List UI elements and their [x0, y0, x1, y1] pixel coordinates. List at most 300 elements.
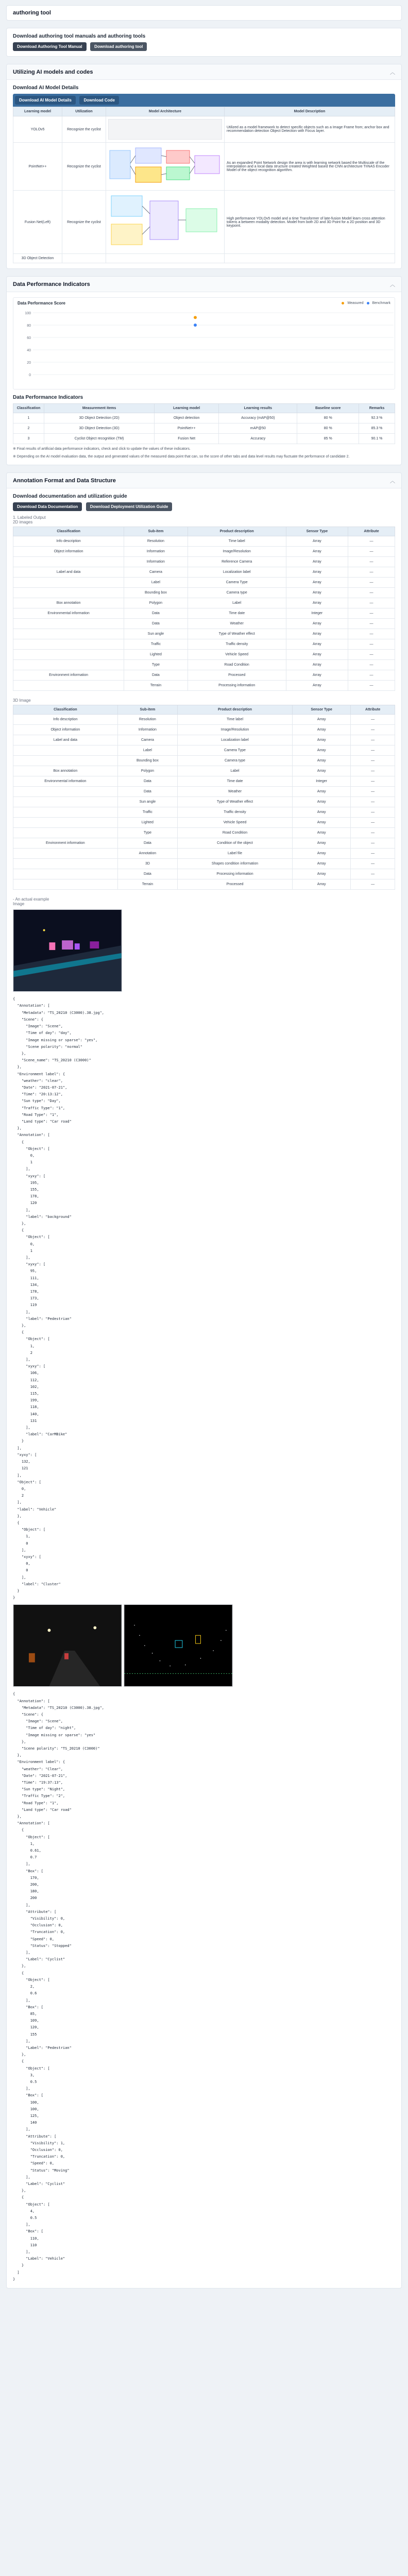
- col-header: Baseline score: [297, 404, 359, 413]
- table-cell: —: [351, 745, 395, 756]
- table-cell: Resolution: [117, 715, 177, 725]
- col-header: Model Architecture: [106, 107, 225, 116]
- col-header: Attribute: [351, 705, 395, 715]
- json-example-1: { "Annotation": [ "Metadata": "TS_20210 (C3000).38.jpg", "Scene": { "Image": "Scene", "Time of day": "day", "Image missing or sparse": "yes", "Scene polarity": "normal" }, "Scene_name": "TS_20210 (C3000)" }, "Environment label": { "weather": "clear", "Date": "2021-07-21", "Time": "20:13:12", "Sun type": "Day", "Traffic Type": "1", "Road Type": "1", "Land type": "Car road" }, "Annotation": [ { "Object": [ 0, 1 ], "xyxy": [ 195, 155, 178, 120 ], "label": "background" }, { "Object": [ 0, 1 ], "xyxy": [ 95, 111, 134, 178, 173, 119 ], "label": "Pedestrian" }, { "Object": [ 1, 2 ], "xyxy": [ 106, 112, 102, 115, 199, 118, 140, 131 ], "label": "CarMBike" } ], "xyxy": [ 132, 121 ], "Object": [ 0, 2 ], "label": "Vehicle" }, { "Object": [ 1, 0 ], "xyxy": [ 0, 0 ], "label": "Cluster" } }: [13, 997, 105, 1600]
- example-image-lidar: [124, 1604, 233, 1687]
- json-example-2: { "Annotation": [ "Metadata": "TS_20210 (C3000).38.jpg", "Scene": { "Image": "Scene", "Time of day": "night", "Image missing or sparse": "yes" }, "Scene polarity": "TS_20210 (C3000)" }, "Environment label": { "weather": "Clear", "Date": "2021-07-21", "Time": "19:37:13", "Sun type": "Night", "Traffic Type": "2", "Road Type": "1", "Land type": "Car road" }, "Annotation": [ { "Object": [ 1, 0.61, 0.7 ], "Box": [ 170, 200, 180, 200 ], "Attribute": [ "Visibility": 0, "Occlusion": 0, "Truncation": 0, "Speed": 0, "Status": "Stopped" ], "Label": "Cyclist" }, { "Object": [ 2, 0.6 ], "Box": [ 85, 109, 120, 155 ], "Label": "Pedestrian" }, { "Object": [ 3, 0.5 ], "Box": [ 100, 100, 125, 140 ], "Attribute": [ "Visibility": 1, "Occlusion": 0, "Truncation": 0, "Speed": 0, "Status": "Moving" ], "Label": "Cyclist" }, { "Object": [ 4, 0.5 ], "Box": [ 110, 110 ], "Label": "Vehicle" } ] }: [13, 1692, 105, 2281]
- table-cell: Array: [292, 849, 350, 859]
- y-tick-label: 20: [27, 361, 31, 365]
- table-cell: Array: [286, 629, 348, 639]
- table-cell: [13, 639, 124, 650]
- table-row: [13, 838, 395, 849]
- col-header: Remarks: [359, 404, 395, 413]
- table-cell: [13, 787, 118, 797]
- table-cell: —: [351, 725, 395, 735]
- table-row: [13, 745, 395, 756]
- table-cell: Array: [286, 650, 348, 660]
- col-header: Classification: [13, 404, 44, 413]
- table-cell: —: [351, 859, 395, 869]
- table-cell: Cyclist Object recognition (TM): [44, 434, 155, 444]
- table-cell: Environmental information: [13, 776, 118, 787]
- download-manual-button[interactable]: Download Authoring Tool Manual: [13, 42, 87, 51]
- table-row: [13, 859, 395, 869]
- chart-legend: [342, 301, 390, 306]
- table-row: [13, 434, 395, 444]
- table-cell: —: [351, 715, 395, 725]
- table-cell: Traffic density: [178, 807, 293, 818]
- col-header: Product description: [178, 705, 293, 715]
- table-cell: 3D Object Detection (2D): [44, 413, 155, 423]
- y-tick-label: 0: [29, 374, 31, 377]
- table-cell: Camera: [124, 567, 188, 578]
- labeled-output-label: 1. Labeled Output: [13, 515, 46, 520]
- table-row: [13, 567, 395, 578]
- table-cell: Data: [124, 608, 188, 619]
- y-tick-label: 40: [27, 349, 31, 352]
- table-cell: —: [348, 598, 395, 608]
- table-cell: Lighted: [117, 818, 177, 828]
- table-cell: Array: [292, 766, 350, 776]
- table-row: [13, 650, 395, 660]
- table-cell: Terrain: [117, 879, 177, 890]
- table-cell: Array: [292, 735, 350, 745]
- table-row: [13, 608, 395, 619]
- table-row: [13, 598, 395, 608]
- col-header: Learning model: [155, 404, 219, 413]
- table-row: [13, 869, 395, 879]
- table-cell: Accuracy (mAP@50): [219, 413, 297, 423]
- table-cell: 85 %: [297, 434, 359, 444]
- table-cell: 3D: [117, 859, 177, 869]
- table-cell: [13, 849, 118, 859]
- table-row: [13, 578, 395, 588]
- table-cell: Object detection: [155, 413, 219, 423]
- table-cell: Traffic: [117, 807, 177, 818]
- table-row: [13, 536, 395, 547]
- table-cell: Box annotation: [13, 598, 124, 608]
- col-header: Utilization: [62, 107, 106, 116]
- table-row: [13, 776, 395, 787]
- table-cell: Condition of the object: [178, 838, 293, 849]
- example-sub-label: Image: [13, 902, 25, 907]
- chart-title: Data Performance Score: [18, 301, 65, 306]
- table-cell: Bounding box: [124, 588, 188, 598]
- table-row: [13, 116, 395, 143]
- col-header: Measurement items: [44, 404, 155, 413]
- table-cell: —: [351, 807, 395, 818]
- table-cell: Vehicle Speed: [178, 818, 293, 828]
- table-row: [13, 725, 395, 735]
- table-cell: Bounding box: [117, 756, 177, 766]
- table-cell: Traffic: [124, 639, 188, 650]
- table-row: [13, 849, 395, 859]
- model-use: Recognize the cyclist: [62, 116, 106, 143]
- legend-benchmark-label: Benchmark: [372, 301, 390, 305]
- table-cell: Time date: [178, 776, 293, 787]
- table-cell: —: [348, 547, 395, 557]
- table-cell: Array: [286, 660, 348, 670]
- model-use: Recognize the cyclist: [62, 143, 106, 191]
- architecture-diagram: [108, 119, 222, 140]
- table-cell: 85.3 %: [359, 423, 395, 434]
- table-cell: Processing information: [188, 681, 286, 691]
- table-row: [13, 818, 395, 828]
- model-name: PointNet++: [13, 143, 62, 191]
- table-cell: Array: [292, 715, 350, 725]
- table-cell: Traffic density: [188, 639, 286, 650]
- table-cell: Road Condition: [188, 660, 286, 670]
- table-cell: —: [351, 756, 395, 766]
- table-row: [13, 191, 395, 254]
- table-cell: Camera type: [178, 756, 293, 766]
- table-cell: —: [351, 828, 395, 838]
- table-cell: Sun angle: [117, 797, 177, 807]
- table-cell: Data: [124, 619, 188, 629]
- table-cell: 2: [13, 423, 44, 434]
- col-header: Sub-item: [117, 705, 177, 715]
- table-cell: Type: [124, 660, 188, 670]
- model-use: Recognize the cyclist: [62, 191, 106, 254]
- table-cell: [13, 756, 118, 766]
- table-cell: [13, 818, 118, 828]
- table-cell: Array: [292, 787, 350, 797]
- table-cell: Label and data: [13, 567, 124, 578]
- table-cell: Localization label: [178, 735, 293, 745]
- table-cell: —: [351, 838, 395, 849]
- table-cell: [13, 869, 118, 879]
- chevron-up-icon[interactable]: ︿: [390, 282, 395, 288]
- table-row: [13, 557, 395, 567]
- table-cell: Array: [292, 725, 350, 735]
- architecture-diagram: [109, 193, 222, 250]
- table-cell: Array: [286, 670, 348, 681]
- table-cell: Array: [286, 547, 348, 557]
- table-cell: Data: [117, 776, 177, 787]
- table-cell: [13, 619, 124, 629]
- performance-table: [13, 403, 395, 444]
- table-row: [13, 879, 395, 890]
- legend-measured-label: Measured: [347, 301, 364, 305]
- table-cell: Weather: [188, 619, 286, 629]
- table-cell: Label: [117, 745, 177, 756]
- table-cell: Polygon: [124, 598, 188, 608]
- table-row: [13, 787, 395, 797]
- model-desc: Utilized as a model framework to detect specific objects such as a Image Frame from; anchor box and recommendation detection Object Detection with Focus layer.: [225, 116, 395, 143]
- table-row: [13, 715, 395, 725]
- table-cell: —: [348, 608, 395, 619]
- table-row: [13, 735, 395, 745]
- y-tick-label: 80: [27, 324, 31, 328]
- col-header: Classification: [13, 527, 124, 536]
- table-cell: [13, 859, 118, 869]
- table-row: [13, 143, 395, 191]
- table-cell: [13, 745, 118, 756]
- table-cell: [13, 588, 124, 598]
- table-cell: —: [348, 639, 395, 650]
- table-row: [13, 639, 395, 650]
- table-cell: —: [351, 797, 395, 807]
- table-cell: [13, 578, 124, 588]
- table-cell: Label: [124, 578, 188, 588]
- models-header[interactable]: [7, 64, 401, 80]
- table-cell: Localization label: [188, 567, 286, 578]
- performance-card: [6, 276, 402, 465]
- y-tick-label: 100: [25, 312, 31, 315]
- table-cell: Camera: [117, 735, 177, 745]
- table-cell: [13, 650, 124, 660]
- table-cell: Info description: [13, 715, 118, 725]
- downloads-title: Download authoring tool manuals and authoring tools: [13, 33, 146, 39]
- table-cell: Array: [286, 598, 348, 608]
- table-cell: Sun angle: [124, 629, 188, 639]
- table-cell: Array: [286, 619, 348, 629]
- perf-note-1: ※ Final results of artificial data performance indicators, check and click to update the values of these indicators.: [13, 447, 191, 451]
- annotation-table-2d: [13, 527, 395, 691]
- models-section-title: Utilizing AI models and codes: [13, 69, 93, 75]
- lidar-label: 3D Image: [13, 698, 31, 703]
- table-cell: —: [348, 660, 395, 670]
- table-cell: Array: [286, 557, 348, 567]
- table-cell: Time date: [188, 608, 286, 619]
- table-cell: Processed: [178, 879, 293, 890]
- annotation-sub-title: Download documentation and utilization guide: [13, 494, 127, 500]
- table-row: [13, 254, 395, 263]
- col-header: Product description: [188, 527, 286, 536]
- models-sub-title: Download AI Model Details: [13, 85, 79, 91]
- table-cell: 90.1 %: [359, 434, 395, 444]
- table-cell: Annotation: [117, 849, 177, 859]
- table-cell: [13, 557, 124, 567]
- table-cell: Environment information: [13, 838, 118, 849]
- col-header: Learning model: [13, 107, 62, 116]
- table-cell: Array: [286, 536, 348, 547]
- table-cell: 1: [13, 413, 44, 423]
- legend-benchmark-dot: [367, 302, 369, 304]
- table-cell: —: [348, 650, 395, 660]
- table-cell: Data: [117, 869, 177, 879]
- model-desc: High performance YOLOv5 model and a time Transformer of late-fusion Model learn cross attention tokens a between modality detection. Model from both 2D and 3D Point for a 2D position and 3D keypoint.: [225, 191, 395, 254]
- table-cell: Processed: [188, 670, 286, 681]
- table-cell: Data: [117, 787, 177, 797]
- performance-header[interactable]: [7, 277, 401, 292]
- table-cell: Time label: [178, 715, 293, 725]
- table-cell: mAP@50: [219, 423, 297, 434]
- table-cell: Array: [292, 838, 350, 849]
- annotation-section-title: Annotation Format and Data Structure: [13, 477, 116, 484]
- table-cell: Array: [286, 681, 348, 691]
- table-cell: Reference Camera: [188, 557, 286, 567]
- table-cell: —: [348, 557, 395, 567]
- table-cell: —: [348, 567, 395, 578]
- table-cell: Array: [286, 567, 348, 578]
- table-cell: Resolution: [124, 536, 188, 547]
- table-cell: Array: [292, 807, 350, 818]
- table-row: [13, 807, 395, 818]
- table-cell: [13, 797, 118, 807]
- table-cell: Environment information: [13, 670, 124, 681]
- table-cell: —: [348, 681, 395, 691]
- table-cell: —: [348, 619, 395, 629]
- col-header: Attribute: [348, 527, 395, 536]
- table-cell: Camera type: [188, 588, 286, 598]
- table-row: [13, 547, 395, 557]
- col-header: Model Description: [225, 107, 395, 116]
- download-doc-button[interactable]: Download Data Documentation: [13, 502, 82, 511]
- perf-table-title: Data Performance Indicators: [13, 395, 83, 400]
- table-cell: Box annotation: [13, 766, 118, 776]
- table-cell: —: [348, 588, 395, 598]
- table-cell: —: [351, 776, 395, 787]
- table-cell: Object information: [13, 547, 124, 557]
- table-cell: Info description: [13, 536, 124, 547]
- table-cell: Information: [124, 557, 188, 567]
- images-label: 2D images: [13, 520, 33, 525]
- table-row: [13, 423, 395, 434]
- table-cell: Array: [292, 828, 350, 838]
- table-cell: —: [348, 578, 395, 588]
- table-cell: [13, 681, 124, 691]
- table-cell: —: [351, 879, 395, 890]
- table-cell: Type of Weather effect: [178, 797, 293, 807]
- app-title: authoring tool: [13, 10, 51, 16]
- table-cell: Environmental information: [13, 608, 124, 619]
- table-cell: Image/Resolution: [178, 725, 293, 735]
- table-cell: —: [351, 849, 395, 859]
- model-desc: As an expanded Point Network design the area is with learning network based the Multiscale of the interpolation and a local data structure created Weighted based the CNN architecture TriNAS Encoder Model of the object recognition algorithm.: [225, 143, 395, 191]
- table-row: [13, 797, 395, 807]
- example-label: - An actual example: [13, 897, 49, 902]
- table-cell: Polygon: [117, 766, 177, 776]
- table-cell: 92.3 %: [359, 413, 395, 423]
- data-point-measured[interactable]: [194, 316, 197, 319]
- table-cell: Terrain: [124, 681, 188, 691]
- app-title-card: [6, 5, 402, 21]
- table-row: [13, 670, 395, 681]
- table-cell: —: [351, 818, 395, 828]
- table-cell: —: [348, 670, 395, 681]
- table-cell: Array: [286, 639, 348, 650]
- chevron-up-icon[interactable]: ︿: [390, 70, 395, 76]
- table-cell: Object information: [13, 725, 118, 735]
- model-name: Fusion Net(Left): [13, 191, 62, 254]
- download-code-button[interactable]: Download Code: [79, 96, 118, 105]
- table-cell: Type: [117, 828, 177, 838]
- table-cell: —: [351, 787, 395, 797]
- table-row: [13, 660, 395, 670]
- table-cell: Array: [286, 588, 348, 598]
- table-cell: Array: [286, 578, 348, 588]
- table-row: [13, 619, 395, 629]
- table-cell: Array: [292, 869, 350, 879]
- example-image-day: [13, 909, 122, 992]
- model-use: [62, 254, 106, 263]
- table-cell: 80 %: [297, 413, 359, 423]
- table-cell: Array: [292, 745, 350, 756]
- chevron-up-icon[interactable]: ︿: [390, 479, 395, 485]
- model-name: YOLOv5: [13, 116, 62, 143]
- table-cell: [13, 879, 118, 890]
- performance-section-title: Data Performance Indicators: [13, 281, 90, 287]
- models-card: [6, 64, 402, 269]
- annotation-card: [6, 472, 402, 2289]
- table-cell: Integer: [292, 776, 350, 787]
- perf-note-2: ※ Depending on the AI model evaluation data, the output and generated values of the measured data point that can, so the score of other tabs and data level results may fluctuate the performance of candidate 2.: [13, 455, 350, 459]
- model-name: 3D Object Detection: [13, 254, 62, 263]
- legend-measured-dot: [342, 302, 344, 304]
- y-tick-label: 60: [27, 336, 31, 340]
- col-header: Sub-item: [124, 527, 188, 536]
- table-cell: 3: [13, 434, 44, 444]
- table-row: [13, 629, 395, 639]
- table-cell: —: [348, 536, 395, 547]
- table-cell: Shapes condition information: [178, 859, 293, 869]
- table-row: [13, 681, 395, 691]
- table-cell: —: [351, 735, 395, 745]
- col-header: Learning results: [219, 404, 297, 413]
- table-cell: Label and data: [13, 735, 118, 745]
- col-header: Classification: [13, 705, 118, 715]
- table-cell: Camera Type: [188, 578, 286, 588]
- chart-plot: [18, 308, 399, 385]
- col-header: Sensor Type: [292, 705, 350, 715]
- table-cell: Integer: [286, 608, 348, 619]
- table-cell: Vehicle Speed: [188, 650, 286, 660]
- table-cell: Fusion Net: [155, 434, 219, 444]
- table-cell: Data: [124, 670, 188, 681]
- table-cell: Array: [292, 818, 350, 828]
- table-cell: Image/Resolution: [188, 547, 286, 557]
- table-row: [13, 413, 395, 423]
- table-cell: [13, 629, 124, 639]
- annotation-table-3d: [13, 705, 395, 890]
- download-guide-button[interactable]: Download Deployment Utilization Guide: [86, 502, 173, 511]
- table-cell: Label: [188, 598, 286, 608]
- architecture-diagram: [109, 145, 222, 187]
- table-cell: [13, 828, 118, 838]
- data-point-benchmark[interactable]: [194, 324, 197, 327]
- table-cell: 80 %: [297, 423, 359, 434]
- table-cell: Information: [117, 725, 177, 735]
- download-tool-button[interactable]: Download authoring tool: [90, 42, 147, 51]
- table-cell: PointNet++: [155, 423, 219, 434]
- table-cell: Lighted: [124, 650, 188, 660]
- table-cell: Time label: [188, 536, 286, 547]
- table-cell: Array: [292, 879, 350, 890]
- table-cell: Accuracy: [219, 434, 297, 444]
- table-cell: Array: [292, 797, 350, 807]
- table-cell: —: [351, 766, 395, 776]
- table-cell: [13, 660, 124, 670]
- table-cell: Road Condition: [178, 828, 293, 838]
- model-table: [13, 107, 395, 263]
- annotation-header[interactable]: [7, 473, 401, 488]
- table-cell: Array: [292, 756, 350, 766]
- table-cell: 3D Object Detection (3D): [44, 423, 155, 434]
- performance-chart: [13, 297, 395, 389]
- table-cell: Camera Type: [178, 745, 293, 756]
- col-header: Sensor Type: [286, 527, 348, 536]
- download-model-button[interactable]: Download AI Model Details: [15, 96, 76, 105]
- table-cell: Type of Weather effect: [188, 629, 286, 639]
- table-cell: Data: [117, 838, 177, 849]
- table-row: [13, 588, 395, 598]
- table-cell: Array: [292, 859, 350, 869]
- table-row: [13, 828, 395, 838]
- table-cell: —: [348, 629, 395, 639]
- downloads-card: [6, 28, 402, 57]
- table-cell: Information: [124, 547, 188, 557]
- table-cell: Label: [178, 766, 293, 776]
